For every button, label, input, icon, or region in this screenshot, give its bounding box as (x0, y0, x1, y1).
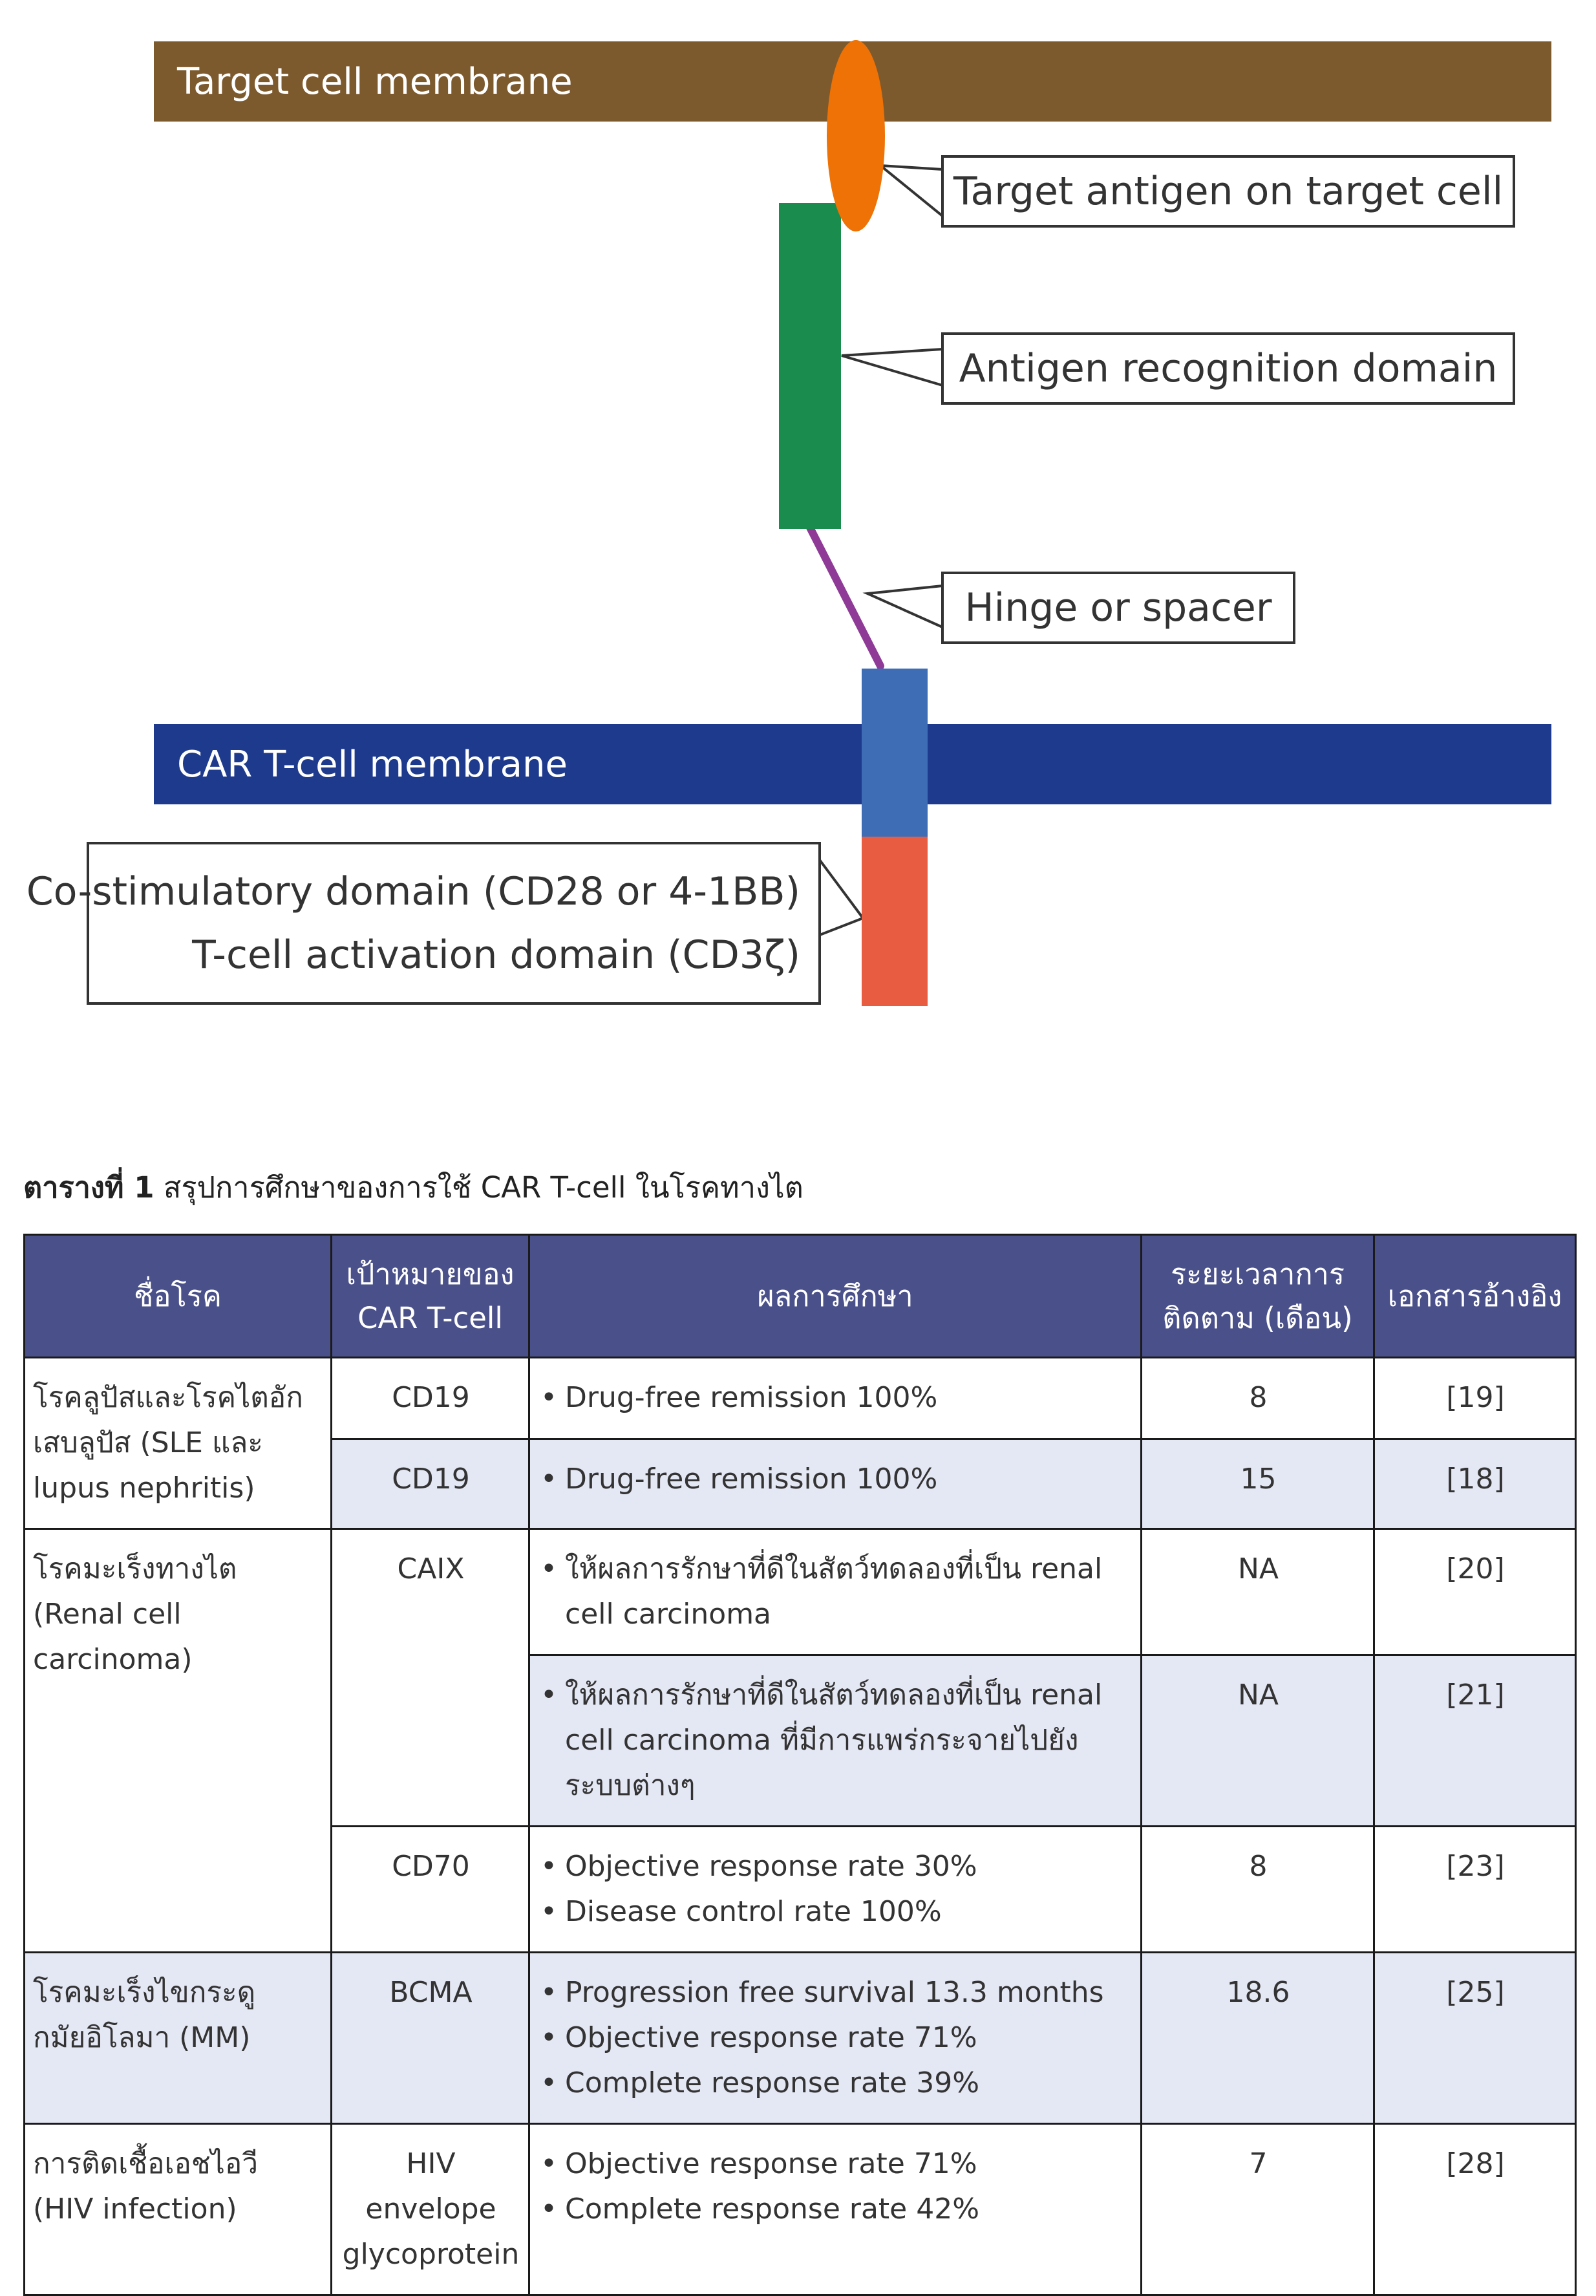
car-t-cell-structure-diagram (0, 0, 1596, 1047)
signal-callout-pointer (820, 860, 863, 935)
reference-cell: [23] (1374, 1827, 1576, 1953)
results-cell: • Progression free survival 13.3 months • Objective response rate 71% • Complete response rate 39% (529, 1953, 1142, 2124)
disease-cell: โรคมะเร็งทางไต (Renal cell carcinoma) (25, 1529, 332, 1953)
disease-cell: โรคมะเร็งไขกระดูกมัยอิโลมา (MM) (25, 1953, 332, 2124)
callout-hinge-spacer (941, 572, 1295, 644)
followup-cell: 8 (1142, 1827, 1374, 1953)
table-caption (23, 1164, 803, 1210)
target-antigen (827, 40, 885, 231)
disease-cell: โรคลูปัสและโรคไตอักเสบลูปัส (SLE และ lupus nephritis) (25, 1358, 332, 1529)
followup-cell: 18.6 (1142, 1953, 1374, 2124)
header-disease: ชื่อโรค (25, 1235, 332, 1358)
results-cell: • ให้ผลการรักษาที่ดีในสัตว์ทดลองที่เป็น renal cell carcinoma (529, 1529, 1142, 1655)
header-target: เป้าหมายของ CAR T-cell (332, 1235, 529, 1358)
callout-target-antigen (941, 155, 1515, 228)
target-cell: CD70 (332, 1827, 529, 1953)
results-cell: • Objective response rate 71% • Complete response rate 42% (529, 2124, 1142, 2295)
target-cell: CD19 (332, 1439, 529, 1529)
transmembrane-domain (862, 669, 928, 837)
reference-cell: [19] (1374, 1358, 1576, 1439)
callout-antigen-recognition (941, 332, 1515, 405)
target-cell: BCMA (332, 1953, 529, 2124)
header-results: ผลการศึกษา (529, 1235, 1142, 1358)
recognition-callout-pointer (842, 349, 942, 385)
table-row (25, 2124, 1576, 2295)
hinge-spacer (810, 528, 880, 666)
car-t-cell-studies-table (23, 1234, 1577, 2296)
callout-antigen-text: Target antigen on target cell (953, 169, 1504, 214)
table-row (25, 1358, 1576, 1439)
reference-cell: [21] (1374, 1655, 1576, 1827)
followup-cell: 7 (1142, 2124, 1374, 2295)
target-cell: CAIX (332, 1529, 529, 1827)
car-membrane-label: CAR T-cell membrane (177, 743, 568, 786)
reference-cell: [18] (1374, 1439, 1576, 1529)
callout-recognition-text: Antigen recognition domain (959, 346, 1498, 391)
followup-cell: 15 (1142, 1439, 1374, 1529)
table-header-row (25, 1235, 1576, 1358)
callout-signaling-domains (26, 842, 821, 1005)
target-membrane-label: Target cell membrane (177, 60, 573, 103)
callout-activation-text: T-cell activation domain (CD3ζ) (192, 932, 800, 978)
table-row (25, 1953, 1576, 2124)
hinge-callout-pointer (867, 586, 942, 627)
antigen-recognition-domain (779, 203, 841, 529)
reference-cell: [20] (1374, 1529, 1576, 1655)
antigen-callout-pointer (880, 166, 942, 216)
target-cell: HIV envelope glycoprotein (332, 2124, 529, 2295)
callout-hinge-text: Hinge or spacer (964, 585, 1272, 630)
table-caption-label: ตารางที่ 1 (23, 1170, 154, 1205)
followup-cell: 8 (1142, 1358, 1374, 1439)
followup-cell: NA (1142, 1529, 1374, 1655)
signaling-domain (862, 837, 928, 1006)
reference-cell: [25] (1374, 1953, 1576, 2124)
results-cell: • ให้ผลการรักษาที่ดีในสัตว์ทดลองที่เป็น renal cell carcinoma ที่มีการแพร่กระจายไปยังระบบต่างๆ (529, 1655, 1142, 1827)
results-cell: • Objective response rate 30% • Disease control rate 100% (529, 1827, 1142, 1953)
target-cell: CD19 (332, 1358, 529, 1439)
results-cell: • Drug-free remission 100% (529, 1439, 1142, 1529)
header-followup: ระยะเวลาการ ติดตาม (เดือน) (1142, 1235, 1374, 1358)
callout-costim-text: Co-stimulatory domain (CD28 or 4-1BB) (26, 869, 800, 914)
disease-cell: การติดเชื้อเอชไอวี (HIV infection) (25, 2124, 332, 2295)
table-row (25, 1529, 1576, 1655)
table-caption-text: สรุปการศึกษาของการใช้ CAR T-cell ในโรคทางไต (163, 1170, 803, 1205)
header-reference: เอกสารอ้างอิง (1374, 1235, 1576, 1358)
followup-cell: NA (1142, 1655, 1374, 1827)
reference-cell: [28] (1374, 2124, 1576, 2295)
results-cell: • Drug-free remission 100% (529, 1358, 1142, 1439)
